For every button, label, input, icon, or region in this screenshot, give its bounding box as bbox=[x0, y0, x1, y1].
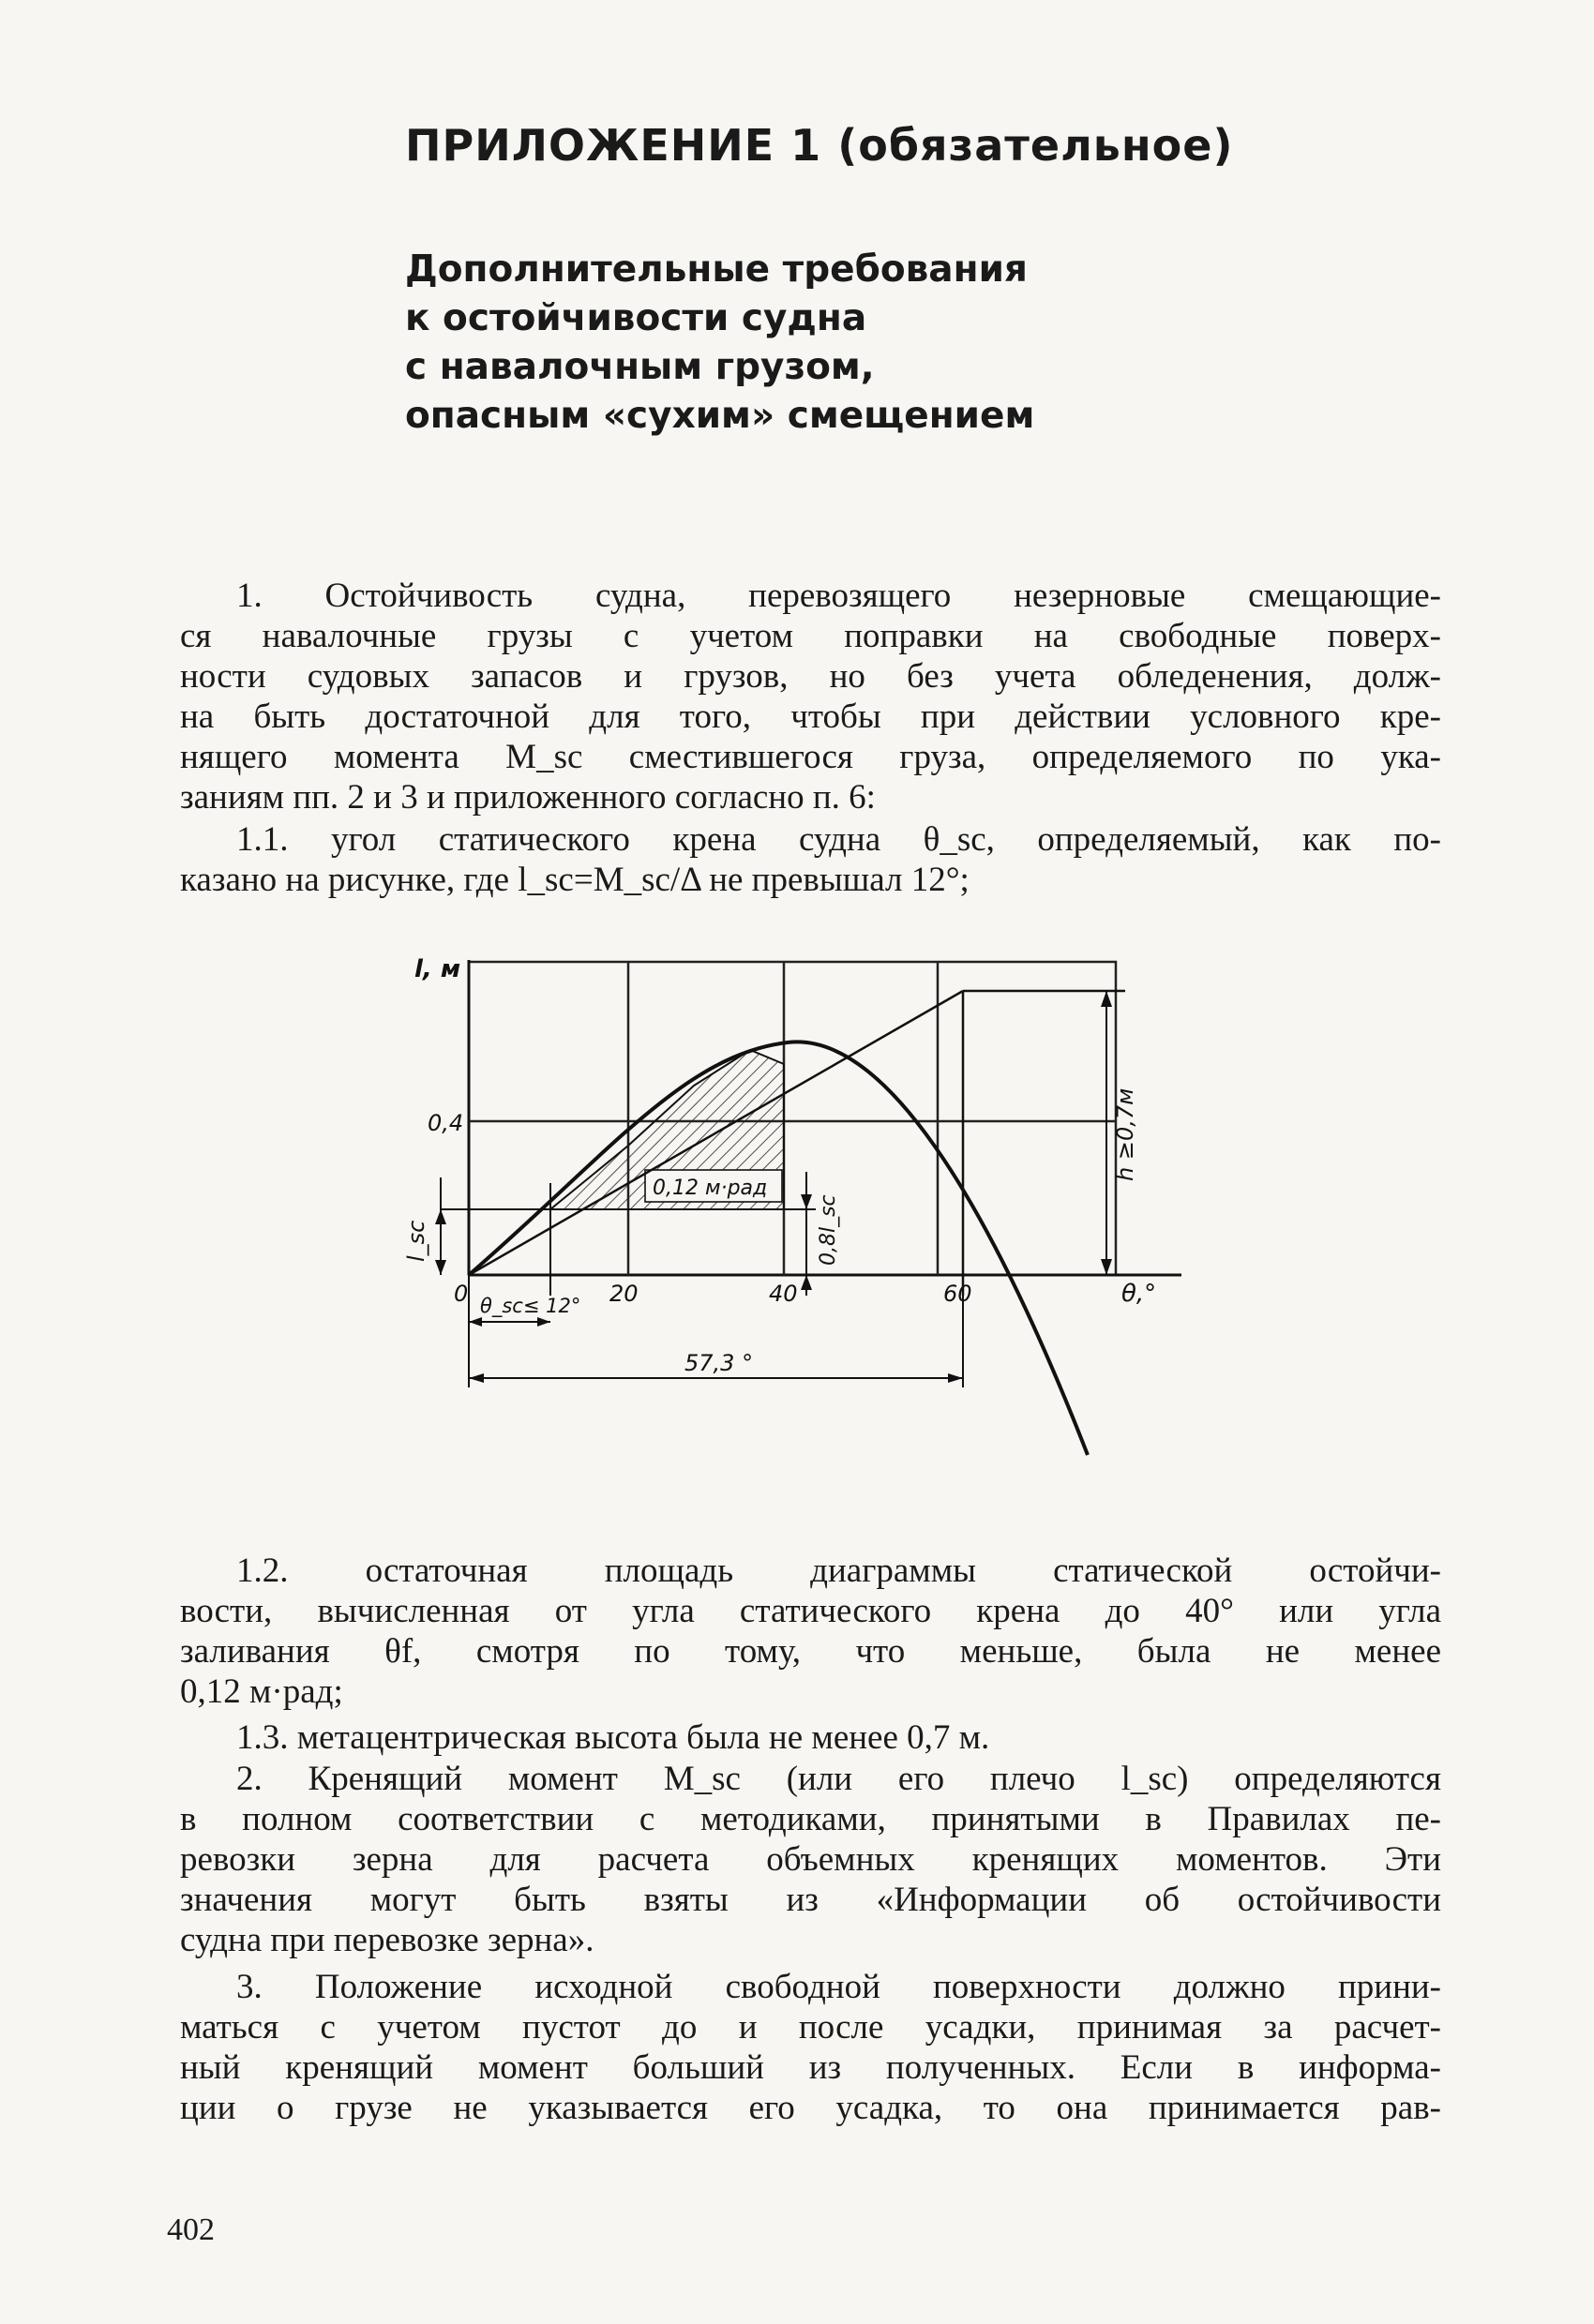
text-line: 3. Положение исходной свободной поверхности должно прини- bbox=[236, 1968, 1441, 2006]
paragraph-1-1 bbox=[180, 819, 1441, 900]
metacentric-line bbox=[469, 991, 963, 1275]
text-line: нящего момента M_sc сместившегося груза, определяемого по ука- bbox=[180, 738, 1441, 776]
arrow bbox=[469, 1317, 482, 1327]
text-line: значения могут быть взяты из «Информации об остойчивости bbox=[180, 1881, 1441, 1919]
stability-diagram bbox=[375, 947, 1219, 1509]
arrow bbox=[435, 1209, 446, 1224]
arrow bbox=[1101, 1259, 1112, 1275]
text-line: 1.1. угол статического крена судна θ_sc, определяемый, как по- bbox=[236, 820, 1441, 859]
subtitle-line: Дополнительные требования bbox=[405, 248, 1028, 291]
paragraph-2 bbox=[180, 1759, 1441, 1960]
arrow bbox=[948, 1373, 963, 1383]
text-line: ся навалочные грузы с учетом поправки на свободные поверх- bbox=[180, 617, 1441, 655]
page-number: 402 bbox=[167, 2212, 215, 2247]
text-line: ревозки зерна для расчета объемных кренящих моментов. Эти bbox=[180, 1840, 1441, 1879]
paragraph-1-3 bbox=[180, 1717, 1441, 1758]
text-line: на быть достаточной для того, чтобы при действии условного кре- bbox=[180, 697, 1441, 736]
x-axis-label: θ,° bbox=[1121, 1280, 1157, 1308]
text-line: заниям пп. 2 и 3 и приложенного согласно п. 6: bbox=[180, 778, 876, 817]
paragraph-1-2 bbox=[180, 1551, 1441, 1712]
text-line: 1. Остойчивость судна, перевозящего незерновые смещающие- bbox=[236, 577, 1441, 615]
lsc-label: l_sc bbox=[403, 1220, 429, 1262]
text-line: вости, вычисленная от угла статического крена до 40° или угла bbox=[180, 1592, 1441, 1630]
text-line: ции о грузе не указывается его усадка, то она принимается рав- bbox=[180, 2089, 1441, 2127]
arrow bbox=[801, 1275, 812, 1290]
stability-diagram-svg bbox=[375, 947, 1219, 1509]
x-tick-label: 60 bbox=[943, 1281, 972, 1307]
area-label: 0,12 м·рад bbox=[653, 1177, 768, 1200]
rad-label: 57,3 ° bbox=[684, 1350, 754, 1376]
grid-frame bbox=[469, 962, 1116, 1275]
x-tick-label: 20 bbox=[609, 1281, 639, 1307]
text-line: в полном соответствии с методиками, принятыми в Правилах пе- bbox=[180, 1800, 1441, 1838]
text-line: ный кренящий момент больший из полученных. Если в информа- bbox=[180, 2048, 1441, 2087]
theta-sc-label: θ_sc≤ 12° bbox=[480, 1295, 581, 1317]
lsc08-label: 0,8l_sc bbox=[817, 1194, 840, 1266]
subtitle-line: к остойчивости судна bbox=[405, 297, 867, 339]
text-line: 2. Кренящий момент M_sc (или его плечо l_sc) определяются bbox=[236, 1760, 1441, 1798]
text-line: маться с учетом пустот до и после усадки, принимая за расчет- bbox=[180, 2008, 1441, 2047]
text-line: судна при перевозке зерна». bbox=[180, 1921, 594, 1959]
text-line: 0,12 м·рад; bbox=[180, 1672, 343, 1711]
paragraph-3 bbox=[180, 1967, 1441, 2128]
subtitle-line: опасным «сухим» смещением bbox=[405, 395, 1035, 437]
text-line: 1.2. остаточная площадь диаграммы статической остойчи- bbox=[236, 1552, 1441, 1590]
arrow bbox=[435, 1260, 446, 1275]
subtitle-line: с навалочным грузом, bbox=[405, 346, 875, 388]
y-tick-label: 0,4 bbox=[428, 1110, 464, 1136]
y-axis-label: l, м bbox=[414, 955, 461, 983]
appendix-title: ПРИЛОЖЕНИЕ 1 (обязательное) bbox=[405, 120, 1234, 171]
x-tick-label: 40 bbox=[769, 1281, 798, 1307]
arrow bbox=[801, 1194, 812, 1209]
text-line: ности судовых запасов и грузов, но без учета обледенения, долж- bbox=[180, 657, 1441, 696]
arrow bbox=[537, 1317, 550, 1327]
paragraph-1 bbox=[180, 576, 1441, 817]
x-tick-label: 0 bbox=[454, 1281, 469, 1307]
text-line: 1.3. метацентрическая высота была не менее 0,7 м. bbox=[236, 1718, 990, 1757]
section-subtitle bbox=[405, 246, 1249, 441]
arrow bbox=[469, 1373, 484, 1383]
arrow bbox=[1101, 991, 1112, 1007]
text-line: заливания θf, смотря по тому, что меньше, была не менее bbox=[180, 1632, 1441, 1671]
text-line: казано на рисунке, где l_sc=M_sc/Δ не превышал 12°; bbox=[180, 861, 970, 899]
h-label: h ≥0,7м bbox=[1112, 1087, 1138, 1181]
